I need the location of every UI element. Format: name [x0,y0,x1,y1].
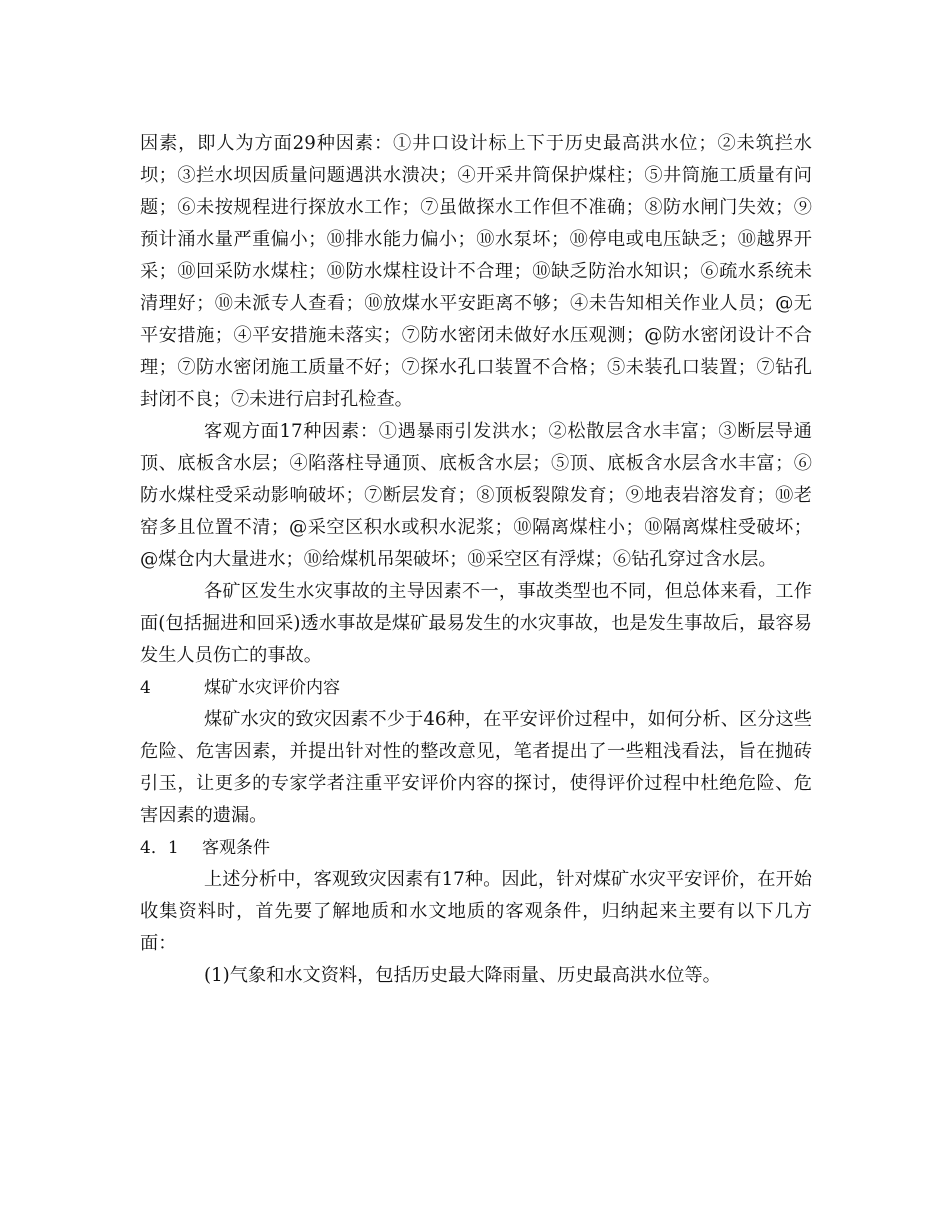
paragraph-objective-conditions: 上述分析中，客观致灾因素有17种。因此，针对煤矿水灾平安评价，在开始收集资料时，首先要了解地质和水文地质的客观条件，归纳起来主要有以下几方面： [140,869,812,954]
section-heading-4 [140,672,812,704]
paragraph-objective-factors: 客观方面17种因素：①遇暴雨引发洪水；②松散层含水丰富；③断层导通顶、底板含水层；④陷落柱导通顶、底板含水层；⑤顶、底板含水层含水丰富；⑥防水煤柱受采动影响破坏；⑦断层发育；⑧顶板裂隙发育；⑨地表岩溶发育；⑩老窑多且位置不清；@采空区积水或积水泥浆；⑩隔离煤柱小；⑩隔离煤柱受破坏；@煤仓内大量进水；⑩给煤机吊架破坏；⑩采空区有浮煤；⑥钻孔穿过含水层。 [140,421,812,570]
section-number: 4．1 [140,838,179,858]
list-item-weather-hydrology: (1)气象和水文资料，包括历史最大降雨量、历史最高洪水位等。 [204,965,721,986]
section-title: 客观条件 [202,838,270,858]
paragraph-accident-summary: 各矿区发生水灾事故的主导因素不一，事故类型也不同，但总体来看，工作面(包括掘进和回采)透水事故是煤矿最易发生的水灾事故，也是发生事故后，最容易发生人员伤亡的事故。 [140,581,812,666]
document-body [140,128,812,992]
paragraph-human-factors: 因素，即人为方面29种因素：①井口设计标上下于历史最高洪水位；②未筑拦水坝；③拦水坝因质量问题遇洪水溃决；④开采井筒保护煤柱；⑤井筒施工质量有问题；⑥未按规程进行探放水工作；⑦虽做探水工作但不准确；⑧防水闸门失效；⑨预计涌水量严重偏小；⑩排水能力偏小；⑩水泵坏；⑩停电或电压缺乏；⑩越界开采；⑩回采防水煤柱；⑩防水煤柱设计不合理；⑩缺乏防治水知识；⑥疏水系统未清理好；⑩未派专人查看；⑩放煤水平安距离不够；④未告知相关作业人员；@无平安措施；④平安措施未落实；⑦防水密闭未做好水压观测；@防水密闭设计不合理；⑦防水密闭施工质量不好；⑦探水孔口装置不合格；⑤未装孔口装置；⑦钻孔封闭不良；⑦未进行启封孔检查。 [140,133,812,410]
section-title: 煤矿水灾评价内容 [204,678,340,698]
section-number: 4 [140,678,151,698]
paragraph-evaluation-intro: 煤矿水灾的致灾因素不少于46种，在平安评价过程中，如何分析、区分这些危险、危害因素，并提出针对性的整改意见，笔者提出了一些粗浅看法，旨在抛砖引玉，让更多的专家学者注重平安评价内容的探讨，使得评价过程中杜绝危险、危害因素的遗漏。 [140,709,812,826]
section-heading-4-1 [140,832,812,864]
